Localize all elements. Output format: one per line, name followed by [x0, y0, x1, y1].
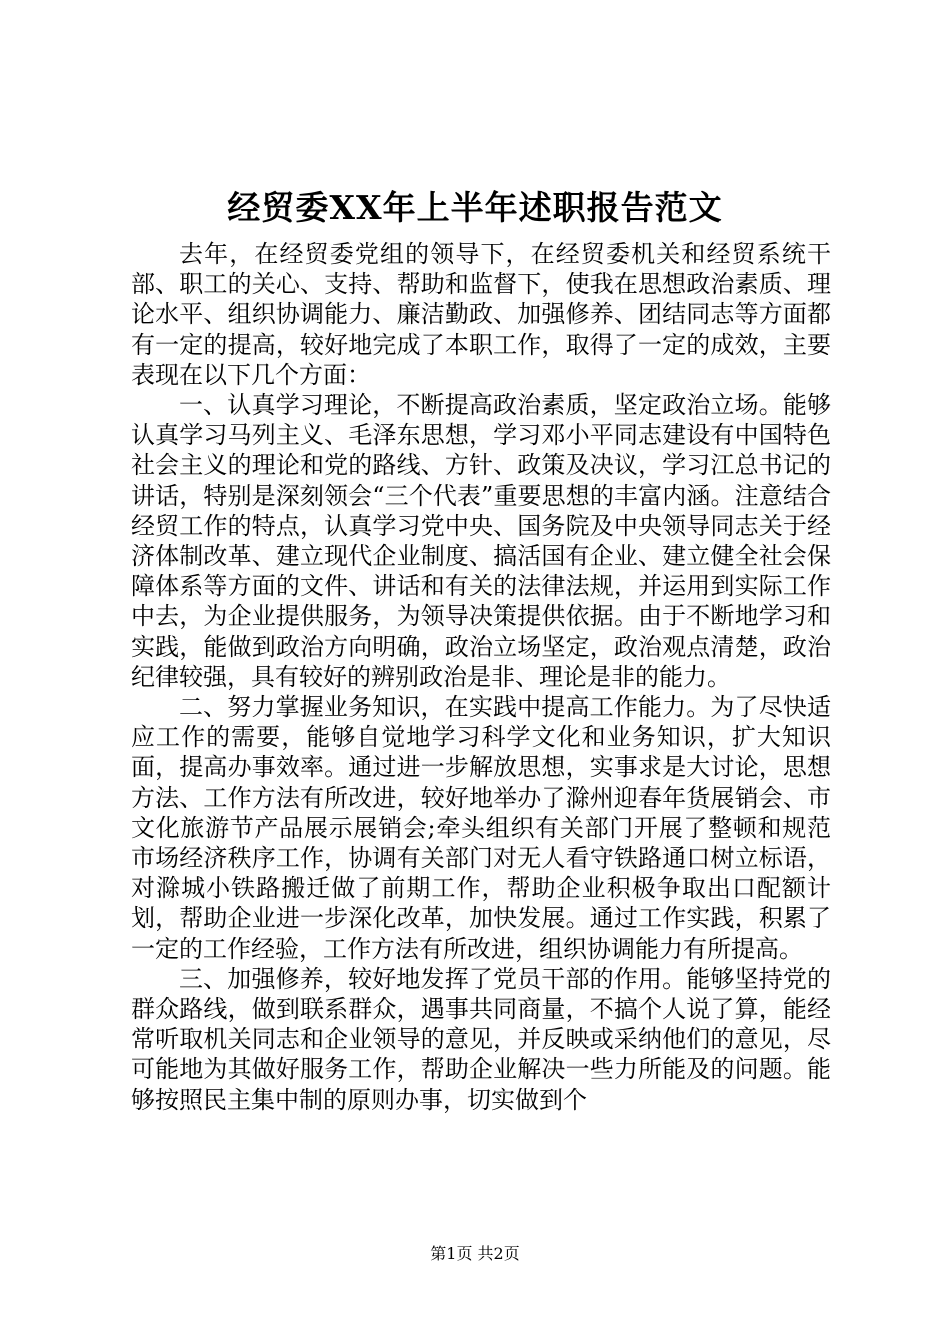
document-body	[131, 239, 831, 1115]
paragraph-section-3: 三、加强修养，较好地发挥了党员干部的作用。能够坚持党的群众路线，做到联系群众，遇事共同商量，不搞个人说了算，能经常听取机关同志和企业领导的意见，并反映或采纳他们的意见，尽可能地为其做好服务工作，帮助企业解决一些力所能及的问题。能够按照民主集中制的原则办事，切实做到个	[131, 964, 831, 1114]
paragraph-section-2: 二、努力掌握业务知识，在实践中提高工作能力。为了尽快适应工作的需要，能够自觉地学习科学文化和业务知识，扩大知识面，提高办事效率。通过进一步解放思想，实事求是大讨论，思想方法、工作方法有所改进，较好地举办了滁州迎春年货展销会、市文化旅游节产品展示展销会;牵头组织有关部门开展了整顿和规范市场经济秩序工作，协调有关部门对无人看守铁路通口树立标语，对滁城小铁路搬迁做了前期工作，帮助企业积极争取出口配额计划，帮助企业进一步深化改革，加快发展。通过工作实践，积累了一定的工作经验，工作方法有所改进，组织协调能力有所提高。	[131, 693, 831, 963]
paragraph-intro: 去年，在经贸委党组的领导下，在经贸委机关和经贸系统干部、职工的关心、支持、帮助和监督下，使我在思想政治素质、理论水平、组织协调能力、廉洁勤政、加强修养、团结同志等方面都有一定的提高，较好地完成了本职工作，取得了一定的成效，主要表现在以下几个方面：	[131, 240, 831, 389]
document-title: 经贸委XX年上半年述职报告范文	[227, 188, 723, 227]
paragraph-section-1: 一、认真学习理论，不断提高政治素质，坚定政治立场。能够认真学习马列主义、毛泽东思想，学习邓小平同志建设有中国特色社会主义的理论和党的路线、方针、政策及决议，学习江总书记的讲话，特别是深刻领会“三个代表”重要思想的丰富内涵。注意结合经贸工作的特点，认真学习党中央、国务院及中央领导同志关于经济体制改革、建立现代企业制度、搞活国有企业、建立健全社会保障体系等方面的文件、讲话和有关的法律法规，并运用到实际工作中去，为企业提供服务，为领导决策提供依据。由于不断地学习和实践，能做到政治方向明确，政治立场坚定，政治观点清楚，政治纪律较强，具有较好的辨别政治是非、理论是非的能力。	[131, 391, 831, 691]
page-number-footer: 第1页 共2页	[430, 1244, 520, 1263]
